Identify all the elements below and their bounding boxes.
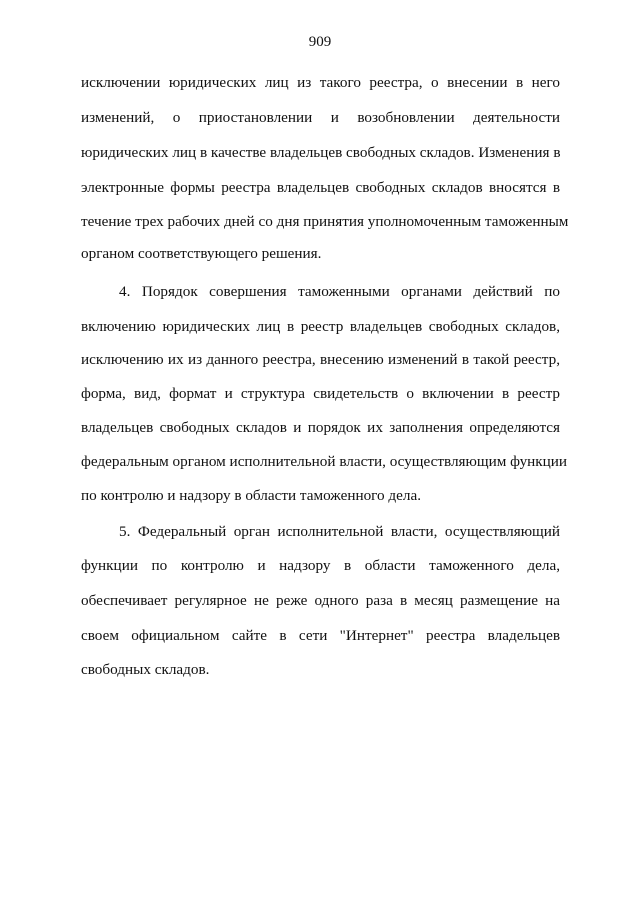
paragraph-1-line-1: исключении юридических лиц из такого реестра, о внесении в него: [81, 74, 560, 91]
paragraph-2-line-2: включению юридических лиц в реестр владельцев свободных складов,: [81, 318, 560, 335]
paragraph-1-line-3: юридических лиц в качестве владельцев свободных складов. Изменения в: [81, 144, 561, 161]
paragraph-1-line-2: изменений, о приостановлении и возобновлении деятельности: [81, 109, 560, 126]
paragraph-1-line-5: течение трех рабочих дней со дня принятия уполномоченным таможенным: [81, 213, 569, 230]
paragraph-2-line-5: владельцев свободных складов и порядок их заполнения определяются: [81, 419, 560, 436]
paragraph-3-line-5: свободных складов.: [81, 661, 210, 678]
paragraph-2-line-3: исключению их из данного реестра, внесению изменений в такой реестр,: [81, 351, 560, 368]
paragraph-2-line-1: 4. Порядок совершения таможенными органами действий по: [119, 283, 560, 300]
paragraph-2-line-7: по контролю и надзору в области таможенного дела.: [81, 487, 422, 504]
paragraph-3-line-4: своем официальном сайте в сети "Интернет" реестра владельцев: [81, 627, 560, 644]
paragraph-3-line-1: 5. Федеральный орган исполнительной власти, осуществляющий: [119, 523, 560, 540]
paragraph-3-line-3: обеспечивает регулярное не реже одного раза в месяц размещение на: [81, 592, 560, 609]
paragraph-1-line-6: органом соответствующего решения.: [81, 245, 322, 262]
paragraph-2-line-4: форма, вид, формат и структура свидетельств о включении в реестр: [81, 385, 560, 402]
paragraph-2-line-6: федеральным органом исполнительной власти, осуществляющим функции: [81, 453, 568, 470]
paragraph-1-line-4: электронные формы реестра владельцев свободных складов вносятся в: [81, 179, 560, 196]
page-number: 909: [308, 34, 332, 50]
paragraph-3-line-2: функции по контролю и надзору в области таможенного дела,: [81, 557, 560, 574]
